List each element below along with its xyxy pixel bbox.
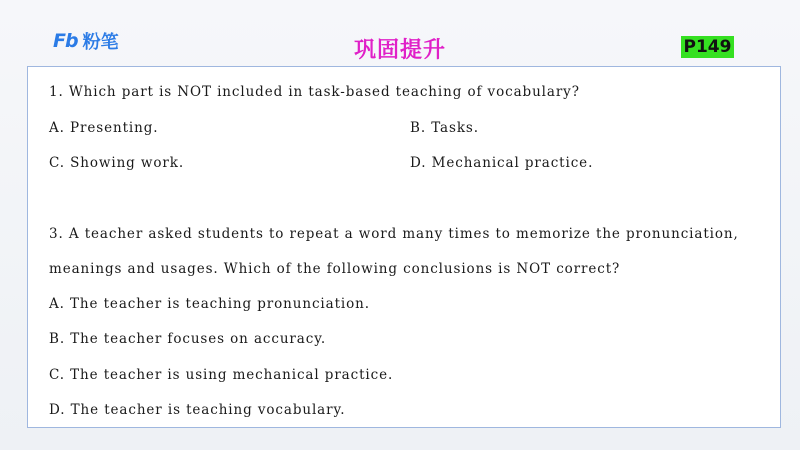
q3-option-c: C. The teacher is using mechanical practice. [49,367,394,383]
q1-option-a: A. Presenting. [49,120,159,136]
page-badge: P149 [681,36,734,58]
logo-name: 粉笔 [82,32,119,53]
q1-option-b: B. Tasks. [410,120,479,136]
q3-option-b: B. The teacher focuses on accuracy. [49,331,327,347]
q1-option-c: C. Showing work. [49,155,185,171]
q1-option-d: D. Mechanical practice. [410,155,594,171]
question-3-line-2: meanings and usages. Which of the following conclusions is NOT correct? [49,261,621,277]
q3-option-d: D. The teacher is teaching vocabulary. [49,402,346,418]
question-3-line-1: 3. A teacher asked students to repeat a word many times to memorize the pronunciation, [49,226,739,242]
q3-option-a: A. The teacher is teaching pronunciation. [49,296,370,312]
logo-mark: Fb [53,30,78,52]
question-1: 1. Which part is NOT included in task-based teaching of vocabulary? [49,84,580,100]
slide-title: 巩固提升 [353,38,446,63]
